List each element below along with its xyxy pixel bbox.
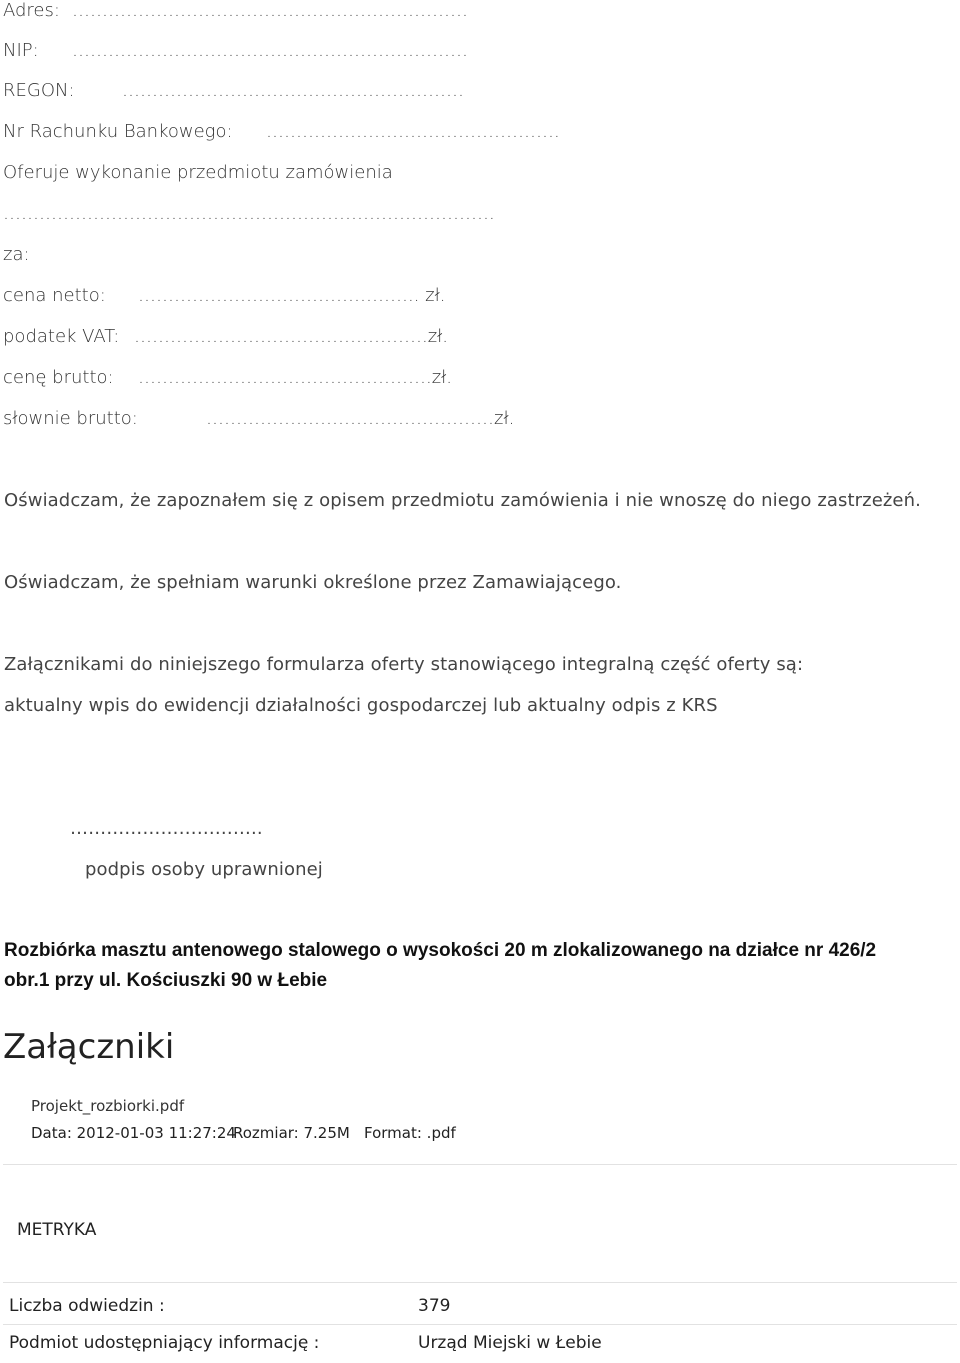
metryka-row-value: 379 — [418, 1296, 451, 1316]
netto-value: ……………………………………….. zł. — [138, 285, 446, 306]
attachment-date: Data: 2012-01-03 11:27:24 — [31, 1124, 236, 1142]
regon-label: REGON: — [3, 80, 75, 101]
attachment-size: Rozmiar: 7.25M — [233, 1124, 350, 1142]
netto-label: cena netto: — [3, 285, 106, 306]
metryka-row-label: Podmiot udostępniający informację : — [9, 1333, 320, 1353]
brutto-value: ………………………………………….zł. — [138, 367, 453, 388]
attachments-heading: Załączniki — [3, 1027, 175, 1067]
metryka-row-label: Liczba odwiedzin : — [9, 1296, 165, 1316]
metryka-heading: METRYKA — [17, 1220, 97, 1240]
attachment-format: Format: .pdf — [364, 1124, 456, 1142]
signature-dots: ………………………….. — [70, 818, 263, 839]
project-title-line2: obr.1 przy ul. Kościuszki 90 w Łebie — [4, 970, 328, 991]
project-title-line1: Rozbiórka masztu antenowego stalowego o wysokości 20 m zlokalizowanego na działce nr 426/2 — [4, 940, 877, 961]
nip-label: NIP: — [3, 40, 39, 61]
nip-value: ………………………………………………………… — [72, 40, 468, 61]
vat-value: ………………………………………….zł. — [134, 326, 449, 347]
konto-value: …………………………………………. — [266, 121, 560, 142]
metryka-divider-row — [3, 1324, 957, 1325]
adres-value: ………………………………………………………… — [72, 0, 468, 21]
slownie-value: …………………………………………zł. — [206, 408, 515, 429]
statement-1: Oświadczam, że zapoznałem się z opisem przedmiotu zamówienia i nie wnoszę do niego zastrzeżeń. — [4, 490, 921, 511]
statement-4: aktualny wpis do ewidencji działalności gospodarczej lub aktualny odpis z KRS — [4, 695, 718, 716]
attachment-file-link[interactable]: Projekt_rozbiorki.pdf — [31, 1097, 185, 1115]
adres-label: Adres: — [3, 0, 60, 21]
metryka-row-value: Urząd Miejski w Łebie — [418, 1333, 602, 1353]
konto-label: Nr Rachunku Bankowego: — [3, 121, 233, 142]
signature-label: podpis osoby uprawnionej — [85, 859, 323, 880]
oferuje-text: Oferuje wykonanie przedmiotu zamówienia — [3, 162, 393, 183]
slownie-label: słownie brutto: — [3, 408, 138, 429]
vat-label: podatek VAT: — [3, 326, 120, 347]
regon-value: ………………………………………………… — [122, 80, 464, 101]
statement-3: Załącznikami do niniejszego formularza oferty stanowiącego integralną część oferty są: — [4, 654, 804, 675]
brutto-label: cenę brutto: — [3, 367, 114, 388]
divider — [3, 1164, 957, 1165]
metryka-divider-top — [3, 1282, 957, 1283]
oferuje-line: ………………………………………………………………………. — [3, 203, 495, 224]
statement-2: Oświadczam, że spełniam warunki określone przez Zamawiającego. — [4, 572, 622, 593]
za-label: za: — [3, 244, 30, 265]
